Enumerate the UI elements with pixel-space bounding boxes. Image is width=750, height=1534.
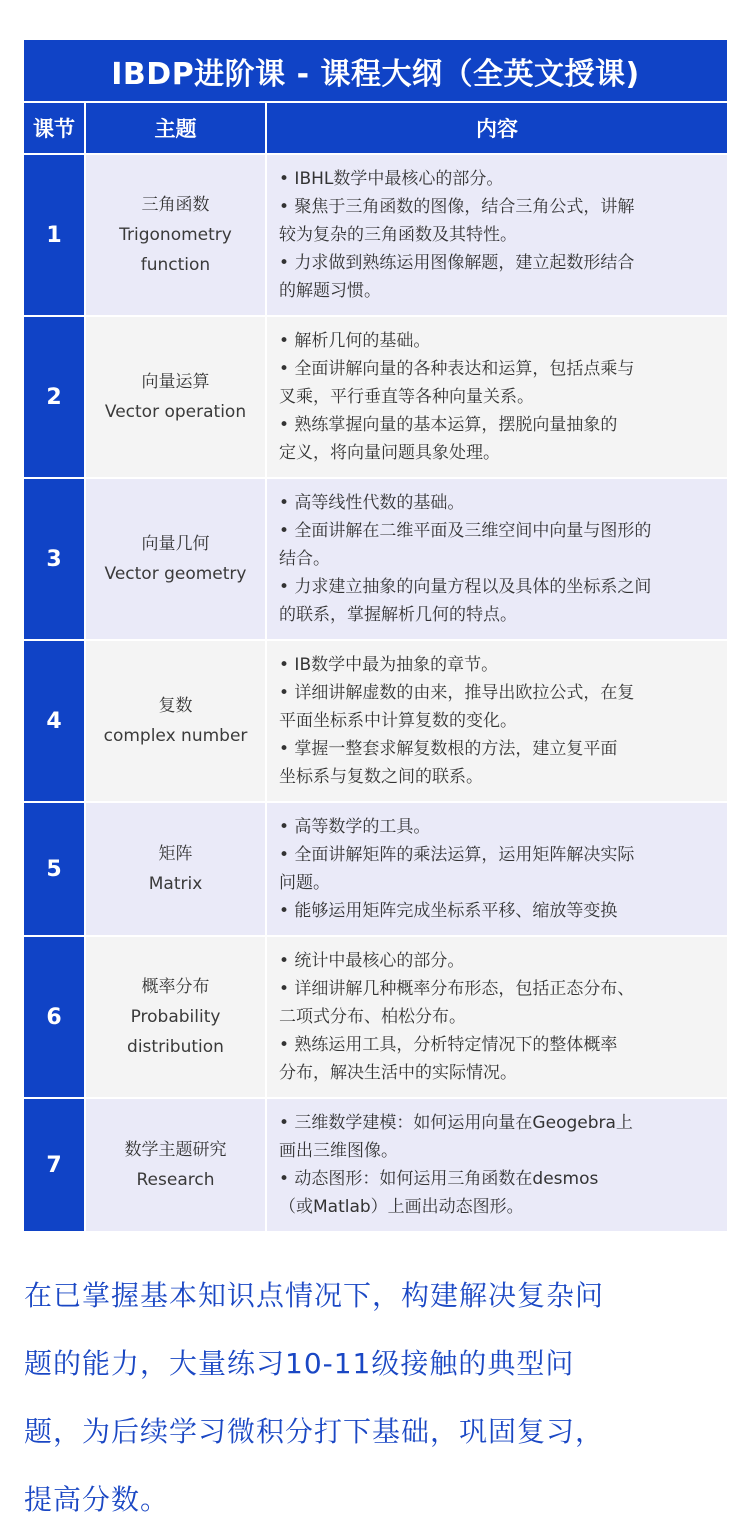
content-line: • 全面讲解矩阵的乘法运算，运用矩阵解决实际	[279, 845, 635, 865]
summary-text	[24, 1262, 734, 1534]
topic-chinese: 向量运算	[141, 372, 210, 392]
content-line: • 熟练运用工具，分析特定情况下的整体概率	[279, 1035, 618, 1055]
content-line: • 能够运用矩阵完成坐标系平移、缩放等变换	[279, 901, 618, 921]
topic-english: Research	[136, 1170, 215, 1190]
content-cell	[265, 639, 727, 801]
syllabus-table	[24, 40, 727, 1231]
summary-line: 题的能力，大量练习10-11级接触的典型问	[24, 1347, 575, 1380]
content-line: • IB数学中最为抽象的章节。	[279, 655, 499, 675]
topic-english: Matrix	[148, 874, 203, 894]
topic-cell	[84, 315, 265, 477]
content-line: 坐标系与复数之间的联系。	[279, 767, 483, 787]
lesson-number: 1	[24, 153, 84, 315]
topic-chinese: 数学主题研究	[124, 1140, 227, 1160]
content-line: 定义，将向量问题具象处理。	[279, 443, 500, 463]
topic-chinese: 三角函数	[141, 195, 210, 215]
header-row	[24, 101, 727, 153]
table-row	[24, 153, 727, 315]
lesson-number: 7	[24, 1097, 84, 1231]
lesson-number: 5	[24, 801, 84, 935]
topic-cell	[84, 1097, 265, 1231]
header-topic: 主题	[84, 101, 265, 153]
content-line: • 高等数学的工具。	[279, 817, 431, 837]
content-line: • 统计中最核心的部分。	[279, 951, 465, 971]
lesson-number: 3	[24, 477, 84, 639]
summary-line: 在已掌握基本知识点情况下，构建解决复杂问	[24, 1279, 605, 1312]
content-cell	[265, 935, 727, 1097]
lesson-number: 4	[24, 639, 84, 801]
topic-english: Trigonometry	[119, 225, 232, 245]
table-row	[24, 477, 727, 639]
content-line: 结合。	[279, 549, 330, 569]
content-line: • IBHL数学中最核心的部分。	[279, 169, 504, 189]
content-line: • 详细讲解几种概率分布形态，包括正态分布、	[279, 979, 635, 999]
content-line: • 解析几何的基础。	[279, 331, 431, 351]
topic-cell	[84, 935, 265, 1097]
topic-english: Vector geometry	[104, 564, 247, 584]
content-line: 分布，解决生活中的实际情况。	[279, 1063, 517, 1083]
topic-english: distribution	[127, 1037, 224, 1057]
content-line: • 全面讲解向量的各种表达和运算，包括点乘与	[279, 359, 635, 379]
content-line: • 力求建立抽象的向量方程以及具体的坐标系之间	[279, 577, 652, 597]
summary-line: 题，为后续学习微积分打下基础，巩固复习，	[24, 1415, 605, 1448]
content-cell	[265, 153, 727, 315]
topic-chinese: 矩阵	[158, 844, 193, 864]
table-title: IBDP进阶课 - 课程大纲（全英文授课)	[24, 40, 727, 101]
table-row	[24, 801, 727, 935]
topic-cell	[84, 477, 265, 639]
content-line: 二项式分布、柏松分布。	[279, 1007, 466, 1027]
content-line: • 熟练掌握向量的基本运算，摆脱向量抽象的	[279, 415, 618, 435]
content-line: 平面坐标系中计算复数的变化。	[279, 711, 517, 731]
content-cell	[265, 315, 727, 477]
content-line: • 掌握一整套求解复数根的方法，建立复平面	[279, 739, 618, 759]
topic-english: complex number	[103, 726, 248, 746]
lesson-number: 2	[24, 315, 84, 477]
summary-line: 提高分数。	[24, 1483, 170, 1516]
content-line: • 动态图形：如何运用三角函数在desmos	[279, 1169, 599, 1189]
header-lesson: 课节	[24, 101, 84, 153]
topic-cell	[84, 153, 265, 315]
content-line: • 高等线性代数的基础。	[279, 493, 465, 513]
topic-cell	[84, 801, 265, 935]
table-row	[24, 935, 727, 1097]
topic-english: function	[140, 255, 211, 275]
content-cell	[265, 1097, 727, 1231]
content-line: （或Matlab）上画出动态图形。	[279, 1197, 524, 1217]
content-line: • 力求做到熟练运用图像解题，建立起数形结合	[279, 253, 635, 273]
content-line: • 详细讲解虚数的由来，推导出欧拉公式，在复	[279, 683, 635, 703]
topic-chinese: 复数	[158, 696, 193, 716]
content-line: 的解题习惯。	[279, 281, 381, 301]
content-cell	[265, 477, 727, 639]
topic-cell	[84, 639, 265, 801]
table-row	[24, 1097, 727, 1231]
topic-english: Probability	[130, 1007, 221, 1027]
lesson-number: 6	[24, 935, 84, 1097]
content-line: • 聚焦于三角函数的图像，结合三角公式，讲解	[279, 197, 635, 217]
topic-chinese: 向量几何	[141, 534, 210, 554]
header-content: 内容	[265, 101, 727, 153]
content-line: 叉乘，平行垂直等各种向量关系。	[279, 387, 534, 407]
content-cell	[265, 801, 727, 935]
content-line: 画出三维图像。	[279, 1141, 398, 1161]
content-line: 较为复杂的三角函数及其特性。	[279, 225, 517, 245]
course-table	[24, 101, 727, 1231]
content-line: 的联系，掌握解析几何的特点。	[279, 605, 517, 625]
topic-chinese: 概率分布	[141, 977, 210, 997]
content-line: 问题。	[279, 873, 330, 893]
topic-english: Vector operation	[104, 402, 247, 422]
content-line: • 三维数学建模：如何运用向量在Geogebra上	[279, 1113, 633, 1133]
table-row	[24, 315, 727, 477]
content-line: • 全面讲解在二维平面及三维空间中向量与图形的	[279, 521, 652, 541]
table-row	[24, 639, 727, 801]
